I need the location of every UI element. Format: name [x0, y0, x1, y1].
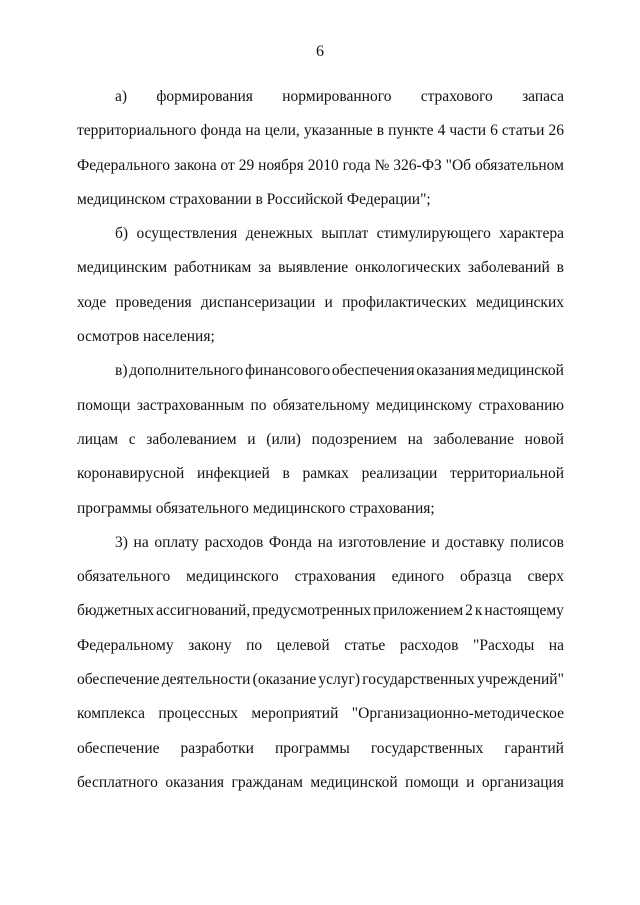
text-line: медицинским работникам за выявление онкологических заболеваний в — [77, 259, 564, 277]
text-line: бюджетных ассигнований, предусмотренных приложением 2 к настоящему — [77, 602, 564, 620]
paragraph — [77, 80, 564, 217]
text-line: обеспечение разработки программы государственных гарантий — [77, 739, 564, 757]
text-line: помощи застрахованным по обязательному медицинскому страхованию — [77, 396, 564, 414]
text-line: комплекса процессных мероприятий "Организационно-методическое — [77, 705, 564, 723]
paragraph — [77, 217, 564, 354]
text-line: программы обязательного медицинского страхования; — [77, 499, 435, 517]
text-line: осмотров населения; — [77, 328, 215, 346]
text-line: медицинском страховании в Российской Федерации"; — [77, 190, 431, 208]
text-line: в) дополнительного финансового обеспечения оказания медицинской — [115, 362, 564, 380]
text-line: территориального фонда на цели, указанные в пункте 4 части 6 статьи 26 — [77, 122, 564, 140]
text-line: обеспечение деятельности (оказание услуг) государственных учреждений" — [77, 671, 564, 689]
text-line: Федерального закона от 29 ноября 2010 года № 326-ФЗ "Об обязательном — [77, 156, 564, 174]
text-line: а) формирования нормированного страхового запаса — [115, 88, 564, 105]
text-line: ходе проведения диспансеризации и профилактических медицинских — [77, 293, 564, 311]
page-number: 6 — [316, 43, 324, 60]
text-line: обязательного медицинского страхования единого образца сверх — [77, 568, 564, 586]
paragraph — [77, 526, 564, 800]
document-body — [77, 80, 564, 800]
text-line: Федеральному закону по целевой статье расходов "Расходы на — [77, 636, 564, 654]
paragraph — [77, 354, 564, 525]
text-line: 3) на оплату расходов Фонда на изготовление и доставку полисов — [115, 533, 564, 551]
text-line: б) осуществления денежных выплат стимулирующего характера — [115, 225, 564, 243]
text-line: бесплатного оказания гражданам медицинской помощи и организация — [77, 773, 564, 791]
text-line: лицам с заболеванием и (или) подозрением на заболевание новой — [77, 430, 564, 448]
text-line: коронавирусной инфекцией в рамках реализации территориальной — [77, 465, 564, 483]
